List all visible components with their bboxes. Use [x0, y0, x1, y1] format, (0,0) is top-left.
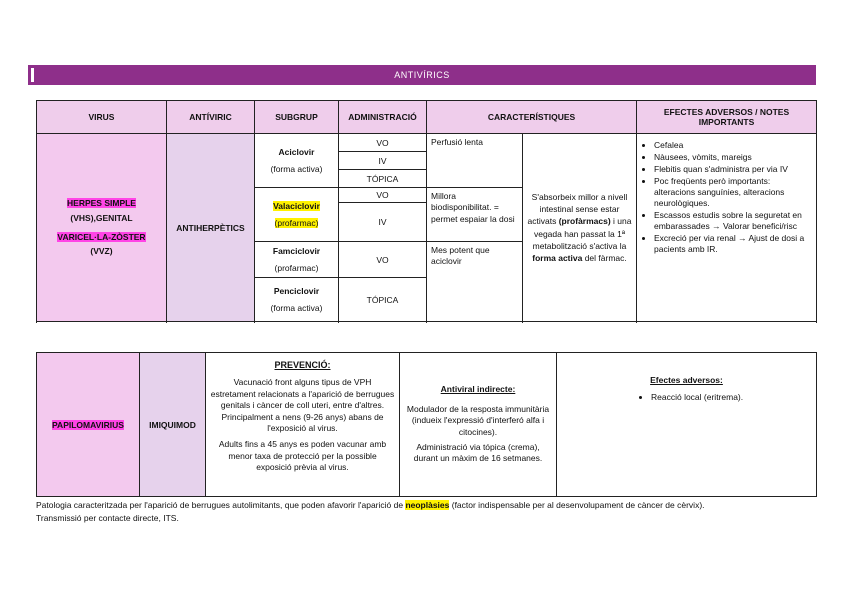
virus-papilomavirius: PAPILOMAVIRIUS [52, 419, 124, 430]
effect-item: • Nàusees, vòmits, mareigs [654, 152, 812, 163]
drug-name: Famciclovir [272, 246, 321, 257]
effect-item: • Poc freqüents però importants: alteracions sanguínies, alteracions neurològiques. [654, 176, 812, 209]
char-valaciclovir: Millora biodisponibilitat. = permet espaiar la dosi [427, 188, 523, 242]
absorption-text-1: S'absorbeix millor a nivell intestinal sense estar activats [527, 191, 628, 227]
header-caracteristiques: CARACTERÍSTIQUES [427, 101, 637, 134]
header-administracio: ADMINISTRACIÓ [339, 101, 427, 134]
virus-vvz: (VVZ) [90, 246, 113, 257]
antiviral-title: Antiviral indirecte: [440, 384, 516, 395]
section-title: ANTIVÍRICS [394, 70, 450, 80]
prevention-text-1: Vacunació front alguns tipus de VPH estretament relacionats a l'aparició de berrugues genitals i càncer de coll uteri, entre d'altres. Principalment a nens (9-26 anys) abans de l'exposició al virus. [210, 377, 395, 434]
drug-name: Valaciclovir [273, 201, 320, 212]
footnote-line-1 [36, 499, 826, 512]
effect-item: • Flebitis quan s'administra per via IV [654, 164, 812, 175]
antiviral-text-2: Administració via tópica (crema), durant un màxim de 16 setmanes. [413, 441, 543, 464]
absorption-text-2: i una vegada han passat la 1ª metabolització s'activa la [532, 216, 632, 251]
footnote-line-2: Transmissió per contacte directe, ITS. [36, 513, 179, 524]
header-virus: VIRUS [37, 101, 167, 134]
drug-penciclovir [255, 278, 339, 322]
footnote-text-1: Patologia caracteritzada per l'aparició de berrugues autolimitants, que poden afavorir l'aparició de [36, 500, 406, 510]
antiviric-cell: ANTIHERPÈTICS [167, 134, 255, 322]
effect-item: • Reacció local (eritrema). [651, 392, 812, 403]
effect-item: • Cefalea [654, 140, 812, 151]
effects-cell [637, 134, 817, 322]
header-antiviric: ANTÍVIRIC [167, 101, 255, 134]
header-efectes: EFECTES ADVERSOS / NOTES IMPORTANTS [637, 101, 817, 134]
absorption-active-form: forma activa [532, 253, 583, 264]
footnote [36, 499, 826, 525]
admin-cell: VO [339, 242, 427, 278]
virus-herpes-simple: HERPES SIMPLE [67, 197, 136, 208]
char-aciclovir: Perfusió lenta [427, 134, 523, 188]
char-famciclovir: Mes potent que aciclovir [427, 242, 523, 322]
effects-list [641, 140, 812, 255]
banner-accent-bar [31, 68, 34, 82]
footnote-text-2: (factor indispensable per al desenvolupament de càncer de cèrvix). [449, 500, 705, 510]
char-absorption [523, 134, 637, 322]
papilloma-effects-list [561, 392, 812, 403]
drug-valaciclovir [255, 188, 339, 242]
drug-imiquimod: IMIQUIMOD [140, 353, 206, 497]
papilloma-effects-cell [557, 353, 817, 497]
antiviral-text-1: Modulador de la resposta immunitària (indueix l'expressió d'interferó alfa i citocines). [406, 403, 550, 437]
prevention-text-2: Adults fins a 45 anys es poden vacunar amb menor taxa de protecció per la possible exposició prèvia al virus. [218, 439, 387, 473]
admin-cell: TÓPICA [339, 170, 427, 188]
drug-famciclovir [255, 242, 339, 278]
admin-cell: IV [339, 152, 427, 170]
papilloma-effects-title: Efectes adversos: [650, 375, 723, 385]
absorption-text-3: del fàrmac. [582, 253, 627, 264]
antiviral-cell [400, 353, 557, 497]
admin-cell: TÓPICA [339, 278, 427, 322]
drug-name: Penciclovir [273, 286, 320, 297]
virus-vhs-genital: (VHS),GENITAL [70, 212, 133, 223]
header-subgrup: SUBGRUP [255, 101, 339, 134]
drug-form: (profarmac) [274, 262, 319, 273]
footnote-highlight: neoplàsies [405, 500, 450, 510]
drug-name: Aciclovir [278, 147, 315, 158]
drug-form: (profarmac) [274, 217, 319, 228]
admin-cell: VO [339, 188, 427, 203]
drug-form: (forma activa) [270, 302, 323, 313]
admin-cell: IV [339, 203, 427, 242]
admin-cell: VO [339, 134, 427, 152]
papilloma-table [36, 352, 817, 497]
virus-cell [37, 134, 167, 322]
drug-aciclovir [255, 134, 339, 188]
papilloma-virus-cell [37, 353, 140, 497]
antiherpetic-table [36, 100, 817, 322]
effect-item: • Escassos estudis sobre la seguretat en embarassades → Valorar benefici/risc [654, 210, 812, 232]
drug-form: (forma activa) [270, 163, 323, 174]
prevention-title: PREVENCIÓ: [274, 360, 331, 370]
section-banner [28, 65, 816, 85]
prevention-cell [206, 353, 400, 497]
virus-varicella-zoster: VARICEL·LA-ZÒSTER [57, 231, 146, 242]
effect-item: • Excreció per via renal → Ajust de dosi a pacients amb IR. [654, 233, 812, 255]
absorption-prodrugs: (profàrmacs) [558, 216, 611, 227]
